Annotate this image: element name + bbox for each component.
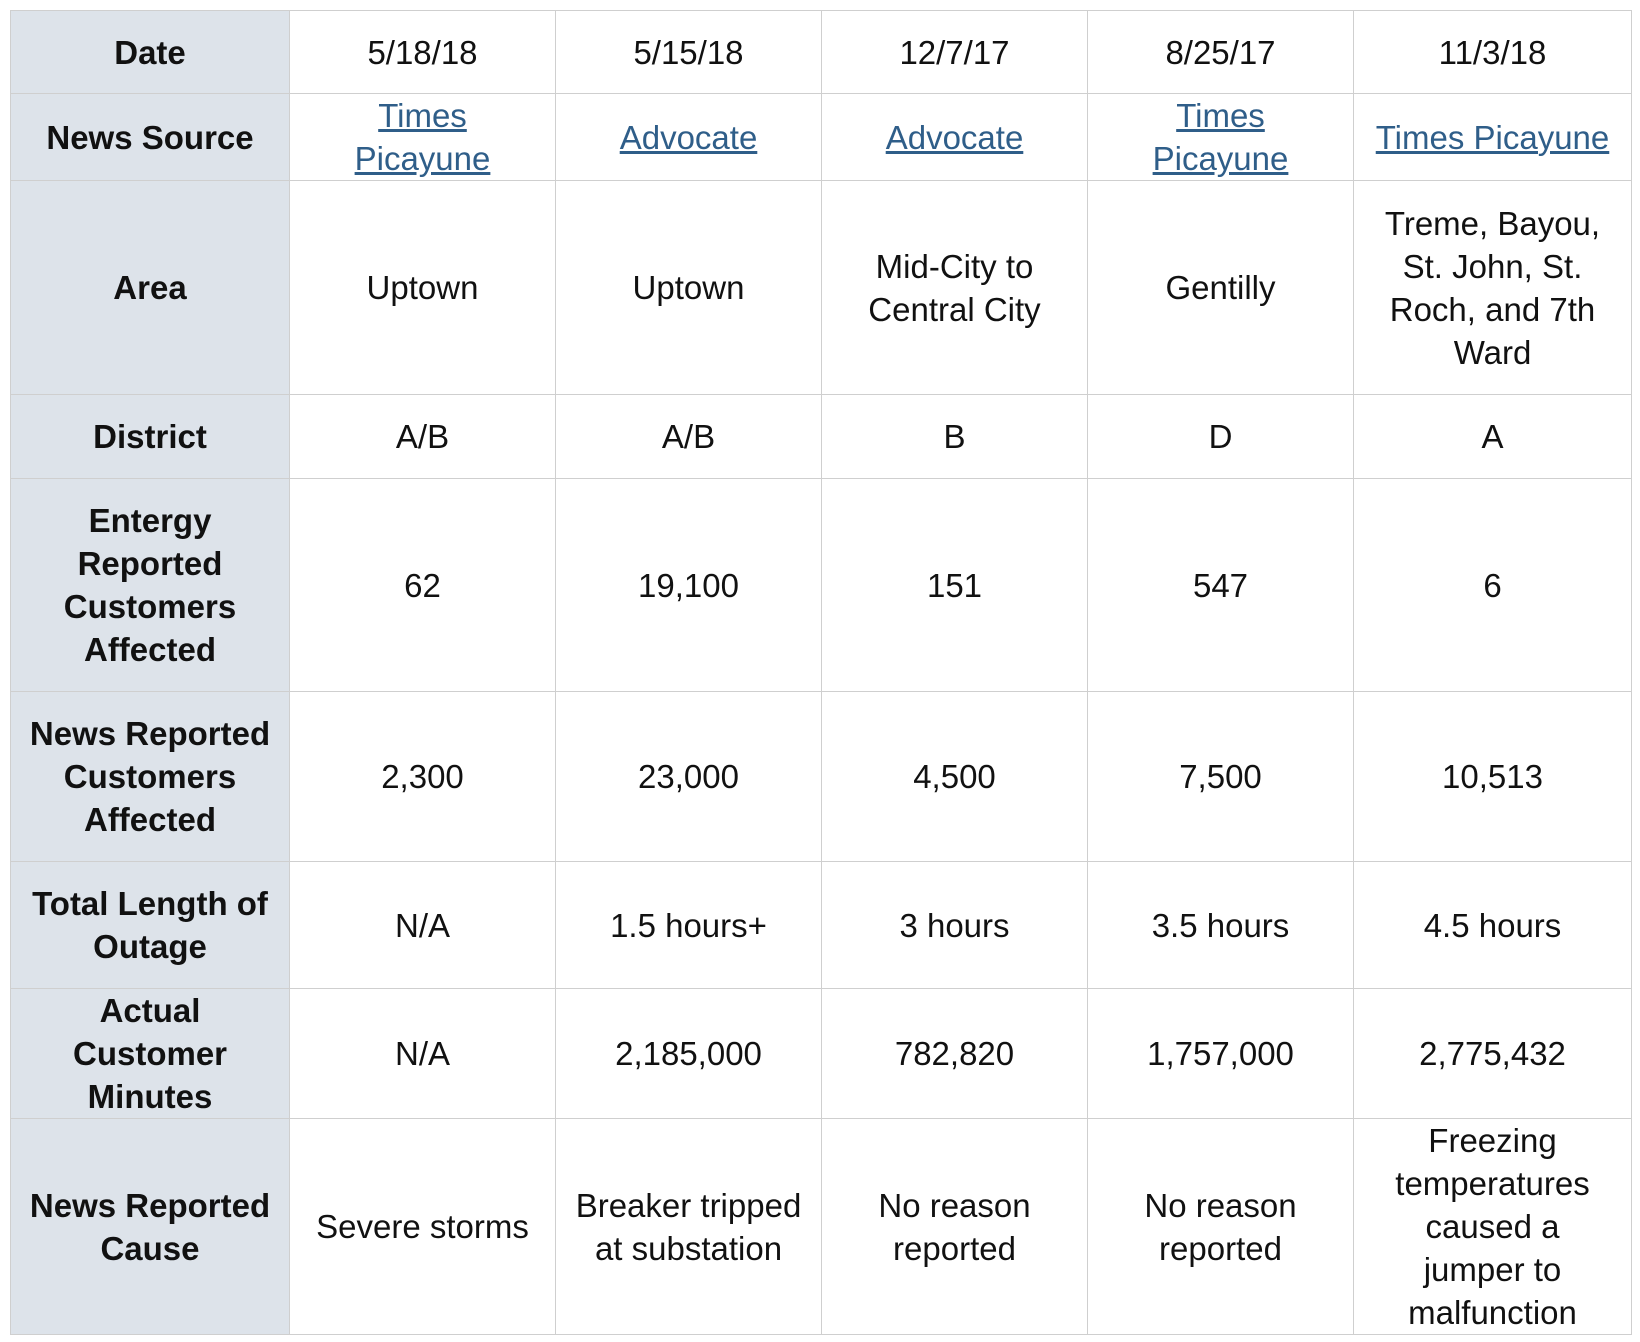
row-date [11, 11, 1632, 94]
entergy-customers-cell: 6 [1354, 479, 1632, 692]
news-source-cell [556, 94, 822, 181]
row-header-news-customers: News Reported Customers Affected [11, 692, 290, 862]
area-cell: Gentilly [1088, 181, 1354, 395]
customer-minutes-cell: N/A [290, 989, 556, 1119]
row-header-customer-minutes: Actual Customer Minutes [11, 989, 290, 1119]
entergy-customers-cell: 19,100 [556, 479, 822, 692]
area-cell: Mid-City to Central City [822, 181, 1088, 395]
area-cell: Uptown [290, 181, 556, 395]
row-header-news-source: News Source [11, 94, 290, 181]
outage-length-cell: N/A [290, 862, 556, 989]
row-header-news-cause: News Reported Cause [11, 1119, 290, 1335]
date-cell: 11/3/18 [1354, 11, 1632, 94]
news-source-cell [822, 94, 1088, 181]
date-cell: 12/7/17 [822, 11, 1088, 94]
district-cell: A/B [290, 395, 556, 479]
news-source-cell [1088, 94, 1354, 181]
news-cause-cell: Breaker tripped at substation [556, 1119, 822, 1335]
row-entergy-customers [11, 479, 1632, 692]
row-customer-minutes [11, 989, 1632, 1119]
row-area [11, 181, 1632, 395]
district-cell: A/B [556, 395, 822, 479]
date-cell: 5/15/18 [556, 11, 822, 94]
news-source-cell [1354, 94, 1632, 181]
news-cause-cell: Freezing temperatures caused a jumper to malfunction [1354, 1119, 1632, 1335]
news-source-cell [290, 94, 556, 181]
customer-minutes-cell: 1,757,000 [1088, 989, 1354, 1119]
news-customers-cell: 7,500 [1088, 692, 1354, 862]
area-cell: Treme, Bayou, St. John, St. Roch, and 7th Ward [1354, 181, 1632, 395]
outage-length-cell: 3 hours [822, 862, 1088, 989]
entergy-customers-cell: 151 [822, 479, 1088, 692]
row-header-outage-length: Total Length of Outage [11, 862, 290, 989]
customer-minutes-cell: 782,820 [822, 989, 1088, 1119]
outage-length-cell: 3.5 hours [1088, 862, 1354, 989]
row-news-customers [11, 692, 1632, 862]
customer-minutes-cell: 2,775,432 [1354, 989, 1632, 1119]
news-customers-cell: 2,300 [290, 692, 556, 862]
district-cell: D [1088, 395, 1354, 479]
row-news-source [11, 94, 1632, 181]
district-cell: B [822, 395, 1088, 479]
row-header-area: Area [11, 181, 290, 395]
outage-comparison-table [10, 10, 1632, 1335]
row-header-date: Date [11, 11, 290, 94]
news-source-link[interactable]: Times Picayune [1152, 97, 1289, 177]
row-news-cause [11, 1119, 1632, 1335]
news-source-link[interactable]: Times Picayune [1375, 118, 1610, 156]
news-customers-cell: 4,500 [822, 692, 1088, 862]
outage-length-cell: 1.5 hours+ [556, 862, 822, 989]
district-cell: A [1354, 395, 1632, 479]
outage-length-cell: 4.5 hours [1354, 862, 1632, 989]
row-header-district: District [11, 395, 290, 479]
area-cell: Uptown [556, 181, 822, 395]
news-customers-cell: 10,513 [1354, 692, 1632, 862]
customer-minutes-cell: 2,185,000 [556, 989, 822, 1119]
row-outage-length [11, 862, 1632, 989]
entergy-customers-cell: 547 [1088, 479, 1354, 692]
news-cause-cell: Severe storms [290, 1119, 556, 1335]
date-cell: 5/18/18 [290, 11, 556, 94]
row-header-entergy-customers: Entergy Reported Customers Affected [11, 479, 290, 692]
news-source-link[interactable]: Advocate [885, 118, 1024, 156]
news-customers-cell: 23,000 [556, 692, 822, 862]
news-cause-cell: No reason reported [822, 1119, 1088, 1335]
news-source-link[interactable]: Times Picayune [354, 97, 491, 177]
date-cell: 8/25/17 [1088, 11, 1354, 94]
news-source-link[interactable]: Advocate [619, 118, 758, 156]
row-district [11, 395, 1632, 479]
news-cause-cell: No reason reported [1088, 1119, 1354, 1335]
entergy-customers-cell: 62 [290, 479, 556, 692]
